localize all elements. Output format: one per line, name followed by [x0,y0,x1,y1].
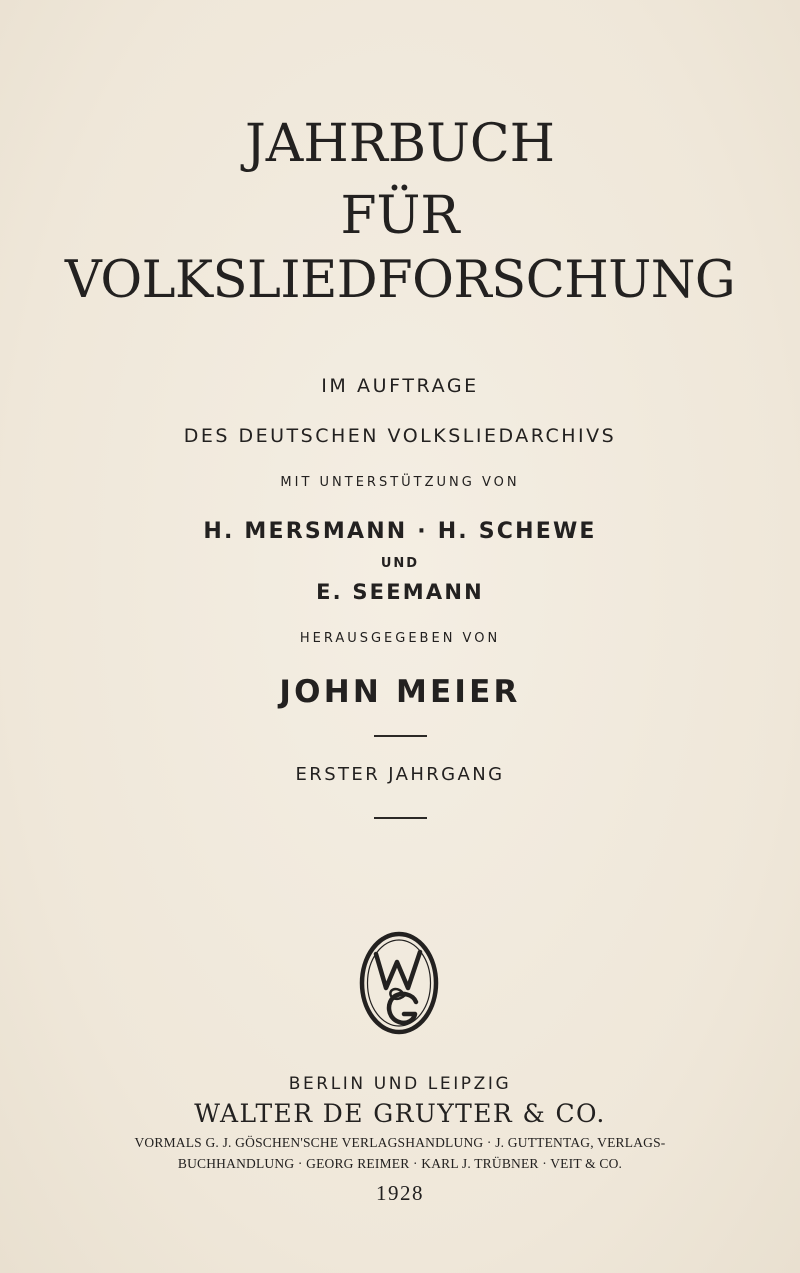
publisher-name: WALTER DE GRUYTER & CO. [194,1099,606,1128]
support-intro: MIT UNTERSTÜTZUNG VON [280,475,520,490]
divider-rule-top [374,735,427,737]
support-last-name: E. SEEMANN [316,580,484,604]
editor-intro: HERAUSGEGEBEN VON [299,631,501,646]
publisher-former-line-2: BUCHHANDLUNG · GEORG REIMER · KARL J. TRÜBNER · VEIT & CO. [177,1156,623,1171]
editor-name: JOHN MEIER [279,674,521,710]
edition-label: ERSTER JAHRGANG [295,764,505,785]
support-conjunction: UND [380,556,420,571]
publisher-monogram-icon [358,930,440,1036]
publication-year: 1928 [376,1181,424,1205]
title-line-1: JAHRBUCH [244,114,556,174]
commission-line-1: IM AUFTRAGE [321,375,479,397]
support-names: H. MERSMANN · H. SCHEWE [203,519,597,544]
publisher-cities: BERLIN UND LEIPZIG [288,1074,512,1094]
title-line-3: VOLKSLIEDFORSCHUNG [64,251,736,310]
commission-line-2: DES DEUTSCHEN VOLKSLIEDARCHIVS [183,425,617,447]
divider-rule-bottom [374,817,427,819]
title-line-2: FÜR [340,186,460,246]
publisher-former-line-1: VORMALS G. J. GÖSCHEN'SCHE VERLAGSHANDLUNG · J. GUTTENTAG, VERLAGS- [134,1135,666,1150]
